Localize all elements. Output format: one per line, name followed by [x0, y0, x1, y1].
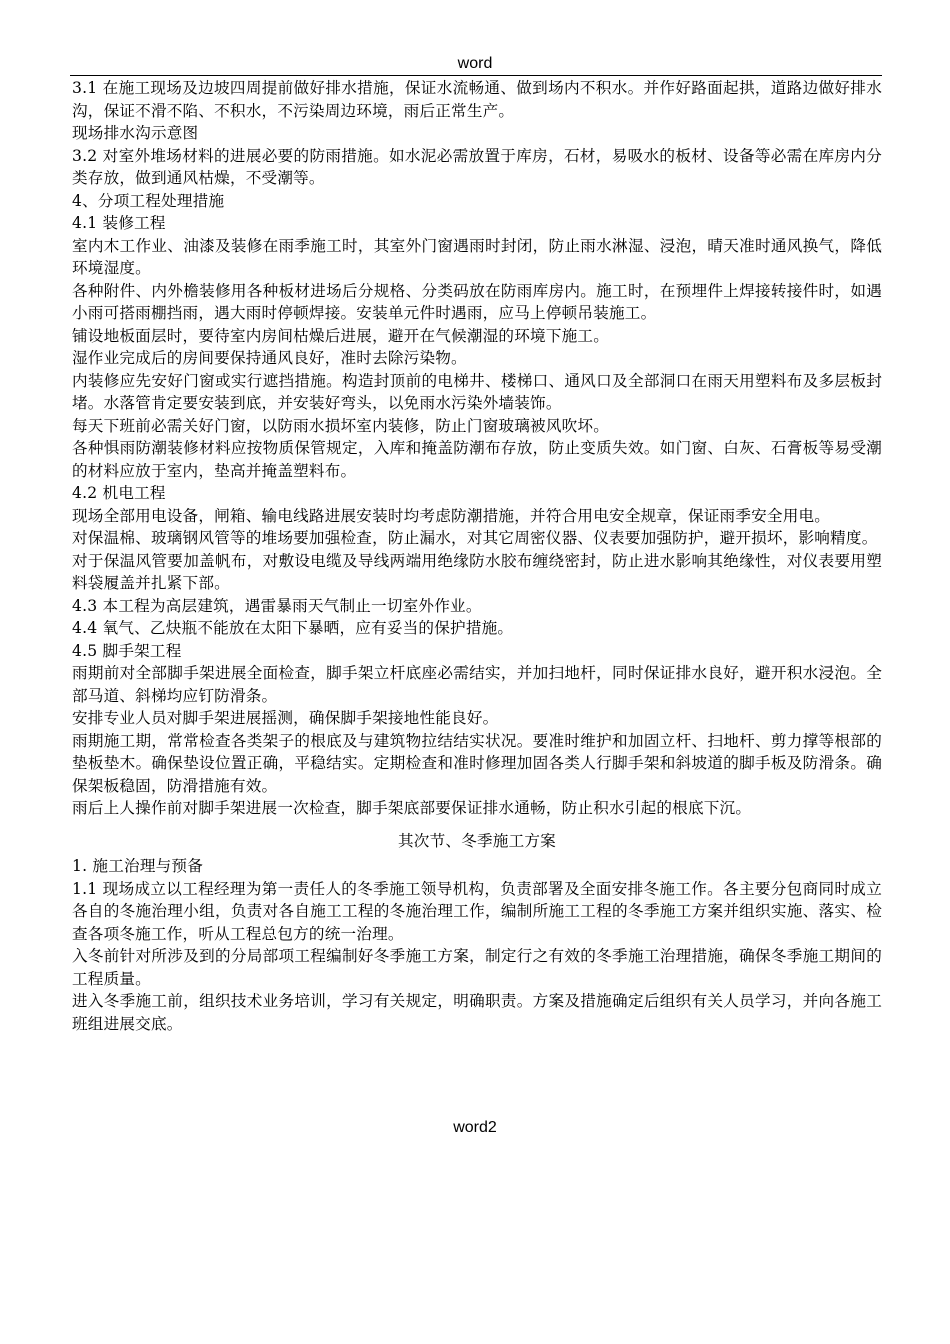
- paragraph: 每天下班前必需关好门窗，以防雨水损坏室内装修，防止门窗玻璃被风吹坏。: [72, 416, 609, 435]
- paragraph: 对保温棉、玻璃钢风管等的堆场要加强检查，防止漏水，对其它周密仪器、仪表要加强防护，避开损坏，影响精度。: [72, 529, 878, 547]
- paragraph: 进入冬季施工前，组织技术业务培训，学习有关规定，明确职责。方案及措施确定后组织有关人员学习，并向各施工班组进展交底。: [72, 992, 882, 1033]
- paragraph: 雨期前对全部脚手架进展全面检查，脚手架立杆底座必需结实，并加扫地杆，同时保证排水良好，避开积水浸泡。全部马道、斜梯均应钉防滑条。: [72, 664, 882, 705]
- paragraph: 各种惧雨防潮装修材料应按物质保管规定，入库和掩盖防潮布存放，防止变质失效。如门窗、白灰、石膏板等易受潮的材料应放于室内，垫高并掩盖塑料布。: [72, 439, 882, 480]
- paragraph: 湿作业完成后的房间要保持通风良好，准时去除污染物。: [72, 349, 467, 367]
- paragraph: 内装修应先安好门窗或实行遮挡措施。构造封顶前的电梯井、楼梯口、通风口及全部洞口在雨天用塑料布及多层板封堵。水落管肯定要安装到底，并安装好弯头，以免雨水污染外墙装饰。: [72, 371, 882, 412]
- paragraph: 4.1 装修工程: [72, 214, 166, 232]
- document-body: [72, 77, 882, 1035]
- paragraph: 3.1 在施工现场及边坡四周提前做好排水措施，保证水流畅通、做到场内不积水。并作好路面起拱，道路边做好排水沟，保证不滑不陷、不积水，不污染周边环境，雨后正常生产。: [72, 79, 882, 120]
- header-title: word: [457, 55, 493, 72]
- paragraph: 4.4 氧气、乙炔瓶不能放在太阳下暴晒，应有妥当的保护措施。: [72, 619, 514, 637]
- paragraph: 4.5 脚手架工程: [72, 641, 182, 660]
- paragraph: 4.2 机电工程: [72, 484, 166, 502]
- paragraph: 4、分项工程处理措施: [72, 191, 225, 210]
- paragraph: 3.2 对室外堆场材料的进展必要的防雨措施。如水泥必需放置于库房，石材，易吸水的板材、设备等必需在库房内分类存放，做到通风枯燥，不受潮等。: [72, 146, 882, 187]
- paragraph: 室内木工作业、油漆及装修在雨季施工时，其室外门窗遇雨时封闭，防止雨水淋湿、浸泡，晴天准时通风换气，降低环境湿度。: [72, 236, 882, 277]
- paragraph: 入冬前针对所涉及到的分局部项工程编制好冬季施工方案，制定行之有效的冬季施工治理措施，确保冬季施工期间的工程质量。: [72, 947, 882, 988]
- paragraph: 1. 施工治理与预备: [72, 857, 203, 875]
- paragraph: 现场排水沟示意图: [72, 124, 199, 142]
- paragraph: 铺设地板面层时，要待室内房间枯燥后进展，避开在气候潮湿的环境下施工。: [72, 326, 609, 345]
- footer-text: word2: [453, 1119, 497, 1136]
- paragraph: 4.3 本工程为高层建筑，遇雷暴雨天气制止一切室外作业。: [72, 596, 482, 615]
- header-rule: [70, 75, 882, 76]
- paragraph: 1.1 现场成立以工程经理为第一责任人的冬季施工领导机构，负责部署及全面安排冬施工作。各主要分包商同时成立各自的冬施治理小组，负责对各自施工工程的冬施治理工作，编制所施工工程的冬季施工方案并组织实施、落实、检查各项冬施工作，听从工程总包方的统一治理。: [72, 879, 882, 943]
- paragraph: 各种附件、内外檐装修用各种板材进场后分规格、分类码放在防雨库房内。施工时，在预埋件上焊接转接件时，如遇小雨可搭雨棚挡雨，遇大雨时停顿焊接。安装单元件时遇雨，应马上停顿吊装施工。: [72, 281, 882, 322]
- paragraph: 现场全部用电设备，闸箱、输电线路进展安装时均考虑防潮措施，并符合用电安全规章，保证雨季安全用电。: [72, 506, 831, 525]
- paragraph: 对于保温风管要加盖帆布，对敷设电缆及导线两端用绝缘防水胶布缠绕密封，防止进水影响其绝缘性，对仪表要用塑料袋履盖并扎紧下部。: [72, 551, 882, 592]
- paragraph: 雨期施工期，常常检查各类架子的根底及与建筑物拉结结实状况。要准时维护和加固立杆、扫地杆、剪力撑等根部的垫板垫木。确保垫设位置正确，平稳结实。定期检查和准时修理加固各类人行脚手架和斜坡道的脚手板及防滑条。确保架板稳固，防滑措施有效。: [72, 731, 882, 795]
- paragraph: 安排专业人员对脚手架进展摇测，确保脚手架接地性能良好。: [72, 709, 499, 727]
- section-title: 其次节、冬季施工方案: [398, 831, 556, 850]
- paragraph: 雨后上人操作前对脚手架进展一次检查，脚手架底部要保证排水通畅，防止积水引起的根底下沉。: [72, 799, 752, 817]
